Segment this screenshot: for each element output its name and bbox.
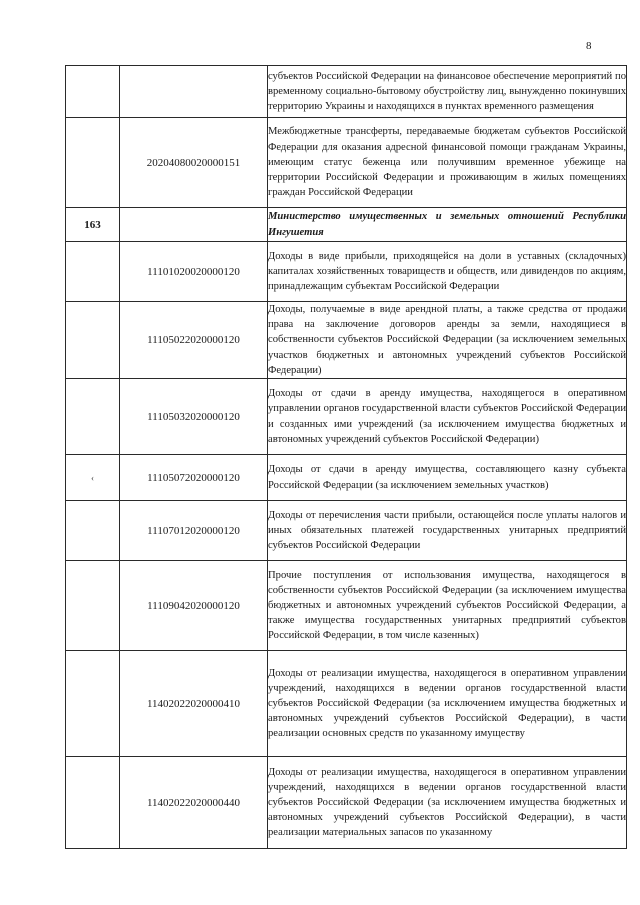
table-row	[66, 501, 627, 561]
budget-code-cell: 11101020020000120	[120, 242, 268, 302]
budget-code-cell	[120, 208, 268, 242]
table-row	[66, 561, 627, 651]
description-cell: Доходы от реализации имущества, находящегося в оперативном управлении учреждений, находящихся в ведении органов государственной власти субъектов Российской Федерации (за исключением имущества бюджетных и автономных учреждений субъектов Российской Федерации), в части реализации материальных запасов по указанному	[268, 757, 627, 849]
description-cell: Прочие поступления от использования имущества, находящегося в собственности субъектов Российской Федерации (за исключением имущества бюджетных и автономных учреждений субъектов Российской Федерации, а также имущества государственных унитарных предприятий субъектов Российской Федерации, в том числе казенных)	[268, 561, 627, 651]
description-cell: субъектов Российской Федерации на финансовое обеспечение мероприятий по временному социально-бытовому обустройству лиц, вынужденно покинувших территорию Украины и находящихся в пунктах временного размещения	[268, 66, 627, 118]
scan-artifact-mark: ‹	[91, 472, 94, 483]
table-row-section-header	[66, 208, 627, 242]
budget-code-cell: 11109042020000120	[120, 561, 268, 651]
table-row	[66, 379, 627, 455]
admin-code-cell	[66, 501, 120, 561]
table-row	[66, 66, 627, 118]
budget-code-cell: 20204080020000151	[120, 118, 268, 208]
table-row	[66, 651, 627, 757]
admin-code-cell	[66, 118, 120, 208]
table-row	[66, 302, 627, 379]
table-row	[66, 242, 627, 302]
admin-code-cell	[66, 757, 120, 849]
description-cell: Доходы, получаемые в виде арендной платы, а также средства от продажи права на заключение договоров аренды за земли, находящиеся в собственности субъектов Российской Федерации (за исключением земельных участков бюджетных и автономных учреждений субъектов Российской Федерации)	[268, 302, 627, 379]
table-row	[66, 757, 627, 849]
admin-code-cell	[66, 379, 120, 455]
budget-code-cell: 11105072020000120	[120, 455, 268, 501]
admin-code-cell	[66, 651, 120, 757]
budget-revenue-table	[65, 65, 627, 849]
budget-code-cell: 11105032020000120	[120, 379, 268, 455]
budget-code-cell: 11107012020000120	[120, 501, 268, 561]
description-cell: Доходы от перечисления части прибыли, остающейся после уплаты налогов и иных обязательных платежей государственных унитарных предприятий субъектов Российской Федерации	[268, 501, 627, 561]
budget-code-cell	[120, 66, 268, 118]
budget-code-cell: 11402022020000410	[120, 651, 268, 757]
page-number: 8	[586, 40, 592, 52]
description-cell: Межбюджетные трансферты, передаваемые бюджетам субъектов Российской Федерации для оказания адресной финансовой помощи гражданам Украины, имеющим статус беженца или получившим временное убежище на территории Российской Федерации и проживающим в жилых помещениях граждан Российской Федерации	[268, 118, 627, 208]
description-cell: Доходы от сдачи в аренду имущества, находящегося в оперативном управлении органов государственной власти субъектов Российской Федерации и созданных ими учреждений (за исключением имущества бюджетных и автономных учреждений субъектов Российской Федерации)	[268, 379, 627, 455]
admin-code-cell	[66, 455, 120, 501]
table-row	[66, 455, 627, 501]
ministry-title-cell: Министерство имущественных и земельных отношений Республики Ингушетия	[268, 208, 627, 242]
admin-code-cell	[66, 66, 120, 118]
description-cell: Доходы от сдачи в аренду имущества, составляющего казну субъекта Российской Федерации (за исключением земельных участков)	[268, 455, 627, 501]
budget-code-cell: 11105022020000120	[120, 302, 268, 379]
table-row	[66, 118, 627, 208]
description-cell: Доходы в виде прибыли, приходящейся на доли в уставных (складочных) капиталах хозяйственных товариществ и обществ, или дивидендов по акциям, принадлежащим субъектам Российской Федерации	[268, 242, 627, 302]
admin-code-cell	[66, 561, 120, 651]
admin-code-cell	[66, 242, 120, 302]
admin-code-cell: 163	[66, 208, 120, 242]
admin-code-cell	[66, 302, 120, 379]
description-cell: Доходы от реализации имущества, находящегося в оперативном управлении учреждений, находящихся в ведении органов государственной власти субъектов Российской Федерации (за исключением имущества бюджетных и автономных учреждений субъектов Российской Федерации), в части реализации основных средств по указанному имуществу	[268, 651, 627, 757]
budget-code-cell: 11402022020000440	[120, 757, 268, 849]
